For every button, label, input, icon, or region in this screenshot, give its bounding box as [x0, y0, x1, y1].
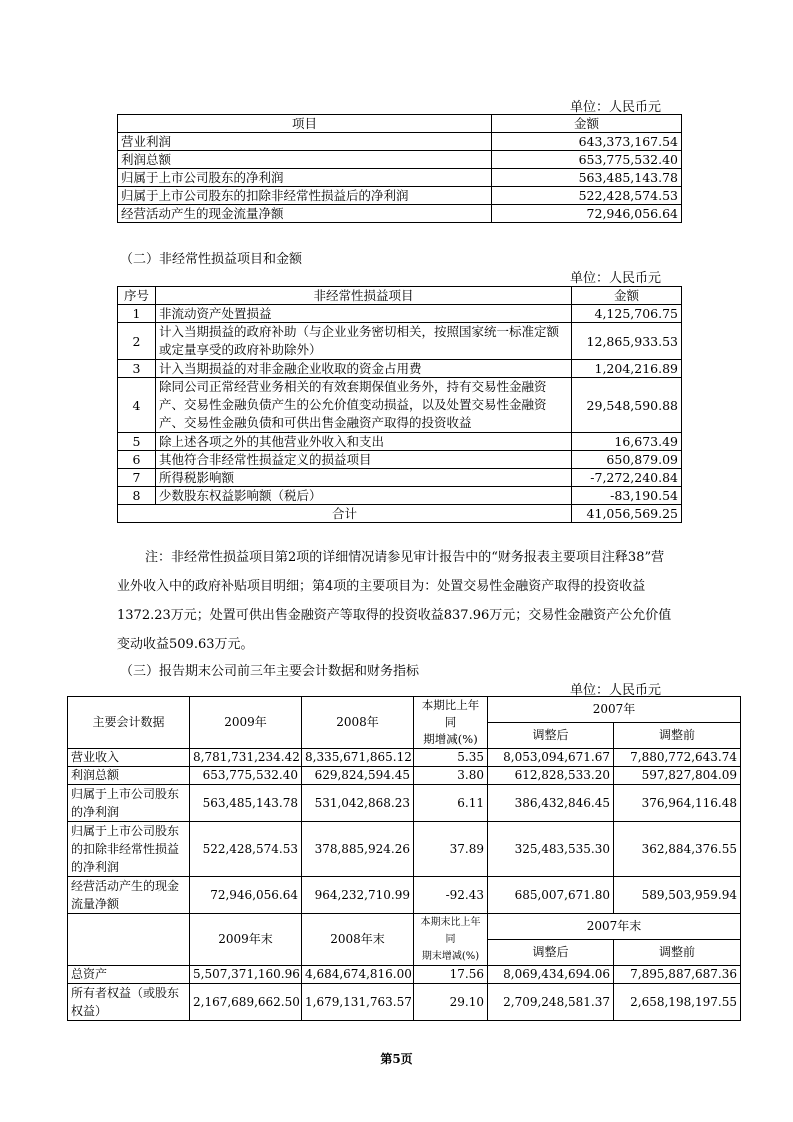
total-label: 合计 [118, 505, 572, 523]
row-value-2009: 72,946,056.64 [190, 877, 302, 914]
row-label: 总资产 [68, 966, 190, 984]
col-header-label: 主要会计数据 [68, 697, 190, 749]
row-index: 2 [118, 323, 156, 360]
table-row [68, 877, 741, 914]
row-value-2007-after: 8,053,094,671.67 [488, 749, 614, 767]
table1-unit: 单位：人民币元 [570, 100, 662, 115]
col-header-item: 非经常性损益项目 [156, 287, 572, 305]
row-value-2007-after: 386,432,846.45 [488, 785, 614, 822]
row-value-2008: 1,679,131,763.57 [302, 984, 414, 1021]
row-label: 经营活动产生的现金流量净额 [68, 877, 190, 914]
row-label: 归属于上市公司股东的净利润 [68, 785, 190, 822]
row-value-2009: 522,428,574.53 [190, 822, 302, 877]
col-header-adjusted-before: 调整前 [614, 723, 741, 749]
table-row [118, 323, 682, 360]
row-value: 1,204,216.89 [572, 360, 682, 378]
row-label: 归属于上市公司股东的净利润 [118, 169, 492, 187]
col-header-2009-end: 2009年末 [190, 914, 302, 966]
row-value: 29,548,590.88 [572, 378, 682, 433]
profit-summary-table [117, 114, 682, 223]
row-value-2007-before: 376,964,116.48 [614, 785, 741, 822]
row-index: 8 [118, 487, 156, 505]
table-header-row [118, 115, 682, 133]
row-value-change: 17.56 [414, 966, 488, 984]
row-label: 除上述各项之外的其他营业外收入和支出 [156, 433, 572, 451]
table-row [68, 984, 741, 1021]
table-row [118, 169, 682, 187]
row-value-2008: 964,232,710.99 [302, 877, 414, 914]
row-value-2009: 8,781,731,234.42 [190, 749, 302, 767]
row-value-2009: 563,485,143.78 [190, 785, 302, 822]
table-row [118, 451, 682, 469]
col-header-adjusted-before-2: 调整前 [614, 940, 741, 966]
row-value-2009: 2,167,689,662.50 [190, 984, 302, 1021]
page-number: 第5页 [380, 1052, 413, 1066]
row-value: 16,673.49 [572, 433, 682, 451]
row-value: 4,125,706.75 [572, 305, 682, 323]
row-value-2008: 629,824,594.45 [302, 767, 414, 785]
col-header-2008: 2008年 [302, 697, 414, 749]
table-row [68, 966, 741, 984]
table-row [118, 187, 682, 205]
row-label: 所有者权益（或股东权益） [68, 984, 190, 1021]
row-value-2008: 378,885,924.26 [302, 822, 414, 877]
section3-title: （三）报告期末公司前三年主要会计数据和财务指标 [120, 664, 420, 679]
col-header-adjusted-after-2: 调整后 [488, 940, 614, 966]
section2-unit: 单位：人民币元 [570, 271, 662, 286]
col-header-2007-end: 2007年末 [488, 914, 741, 940]
row-value: 522,428,574.53 [492, 187, 682, 205]
table-row [118, 469, 682, 487]
col-header-adjusted-after: 调整后 [488, 723, 614, 749]
row-label: 除同公司正常经营业务相关的有效套期保值业务外，持有交易性金融资产、交易性金融负债产生的公允价值变动损益，以及处置交易性金融资产、交易性金融负债和可供出售金融资产取得的投资收益 [156, 378, 572, 433]
row-value-2008: 4,684,674,816.00 [302, 966, 414, 984]
row-label: 经营活动产生的现金流量净额 [118, 205, 492, 223]
non-recurring-table [117, 286, 682, 523]
key-financial-table [67, 696, 741, 1021]
note-paragraph: 注：非经常性损益项目第2项的详细情况请参见审计报告中的“财务报表主要项目注释38”营业外收入中的政府补贴项目明细；第4项的主要项目为：处置交易性金融资产取得的投资收益1372.23万元；处置可供出售金融资产等取得的投资收益837.96万元；交易性金融资产公允价值变动收益509.63万元。 [117, 550, 672, 652]
section3-unit: 单位：人民币元 [570, 683, 662, 698]
row-value: -83,190.54 [572, 487, 682, 505]
row-value: -7,272,240.84 [572, 469, 682, 487]
col-header-label-2 [68, 914, 190, 966]
row-value-2009: 5,507,371,160.96 [190, 966, 302, 984]
row-index: 3 [118, 360, 156, 378]
row-value-2007-after: 2,709,248,581.37 [488, 984, 614, 1021]
row-label: 非流动资产处置损益 [156, 305, 572, 323]
table-row [118, 133, 682, 151]
row-value-2007-after: 685,007,671.80 [488, 877, 614, 914]
row-label: 归属于上市公司股东的扣除非经常性损益后的净利润 [118, 187, 492, 205]
change-end-header-line1: 本期末比上年同 [420, 917, 481, 945]
section2-title: （二）非经常性损益项目和金额 [120, 252, 303, 267]
col-header-index: 序号 [118, 287, 156, 305]
table-header-row [118, 287, 682, 305]
row-value-change: -92.43 [414, 877, 488, 914]
row-index: 1 [118, 305, 156, 323]
row-index: 5 [118, 433, 156, 451]
row-value-change: 5.35 [414, 749, 488, 767]
table-row [68, 822, 741, 877]
row-index: 4 [118, 378, 156, 433]
col-header-change-end [414, 914, 488, 966]
table-row [118, 151, 682, 169]
total-value: 41,056,569.25 [572, 505, 682, 523]
row-value: 653,775,532.40 [492, 151, 682, 169]
change-header-line1: 本期比上年同 [421, 698, 480, 729]
table-row [68, 767, 741, 785]
change-header-line2: 期增减(%) [423, 732, 478, 746]
row-value-2007-before: 2,658,198,197.55 [614, 984, 741, 1021]
row-index: 6 [118, 451, 156, 469]
row-label: 营业收入 [68, 749, 190, 767]
row-label: 计入当期损益的政府补助（与企业业务密切相关，按照国家统一标准定额或定量享受的政府补助除外） [156, 323, 572, 360]
table-row [118, 305, 682, 323]
table-row [68, 785, 741, 822]
table-row [68, 749, 741, 767]
row-value-2008: 8,335,671,865.12 [302, 749, 414, 767]
row-value: 12,865,933.53 [572, 323, 682, 360]
col-header-2008-end: 2008年末 [302, 914, 414, 966]
total-row [118, 505, 682, 523]
row-index: 7 [118, 469, 156, 487]
row-value-2007-after: 8,069,434,694.06 [488, 966, 614, 984]
table-row [118, 205, 682, 223]
row-value-2007-after: 612,828,533.20 [488, 767, 614, 785]
table-row [118, 487, 682, 505]
row-value: 643,373,167.54 [492, 133, 682, 151]
table-row [118, 378, 682, 433]
row-value-change: 37.89 [414, 822, 488, 877]
row-label: 归属于上市公司股东的扣除非经常性损益的净利润 [68, 822, 190, 877]
row-value: 72,946,056.64 [492, 205, 682, 223]
row-value-change: 6.11 [414, 785, 488, 822]
row-label: 所得税影响额 [156, 469, 572, 487]
row-value-2009: 653,775,532.40 [190, 767, 302, 785]
row-label: 少数股东权益影响额（税后） [156, 487, 572, 505]
row-value-2007-before: 7,880,772,643.74 [614, 749, 741, 767]
col-header-item: 项目 [118, 115, 492, 133]
row-value-2007-before: 597,827,804.09 [614, 767, 741, 785]
change-end-header-line2: 期末增减(%) [421, 951, 480, 962]
row-label: 计入当期损益的对非金融企业收取的资金占用费 [156, 360, 572, 378]
row-label: 利润总额 [118, 151, 492, 169]
row-value-2008: 531,042,868.23 [302, 785, 414, 822]
row-value-change: 29.10 [414, 984, 488, 1021]
row-value-2007-after: 325,483,535.30 [488, 822, 614, 877]
table-header-row [68, 914, 741, 940]
row-value-change: 3.80 [414, 767, 488, 785]
table-row [118, 433, 682, 451]
col-header-change [414, 697, 488, 749]
row-value: 563,485,143.78 [492, 169, 682, 187]
col-header-amount: 金额 [492, 115, 682, 133]
row-value-2007-before: 7,895,887,687.36 [614, 966, 741, 984]
col-header-2009: 2009年 [190, 697, 302, 749]
col-header-2007: 2007年 [488, 697, 741, 723]
row-value: 650,879.09 [572, 451, 682, 469]
table-header-row [68, 697, 741, 723]
row-label: 营业利润 [118, 133, 492, 151]
table-row [118, 360, 682, 378]
row-label: 利润总额 [68, 767, 190, 785]
col-header-amount: 金额 [572, 287, 682, 305]
row-label: 其他符合非经常性损益定义的损益项目 [156, 451, 572, 469]
row-value-2007-before: 589,503,959.94 [614, 877, 741, 914]
row-value-2007-before: 362,884,376.55 [614, 822, 741, 877]
